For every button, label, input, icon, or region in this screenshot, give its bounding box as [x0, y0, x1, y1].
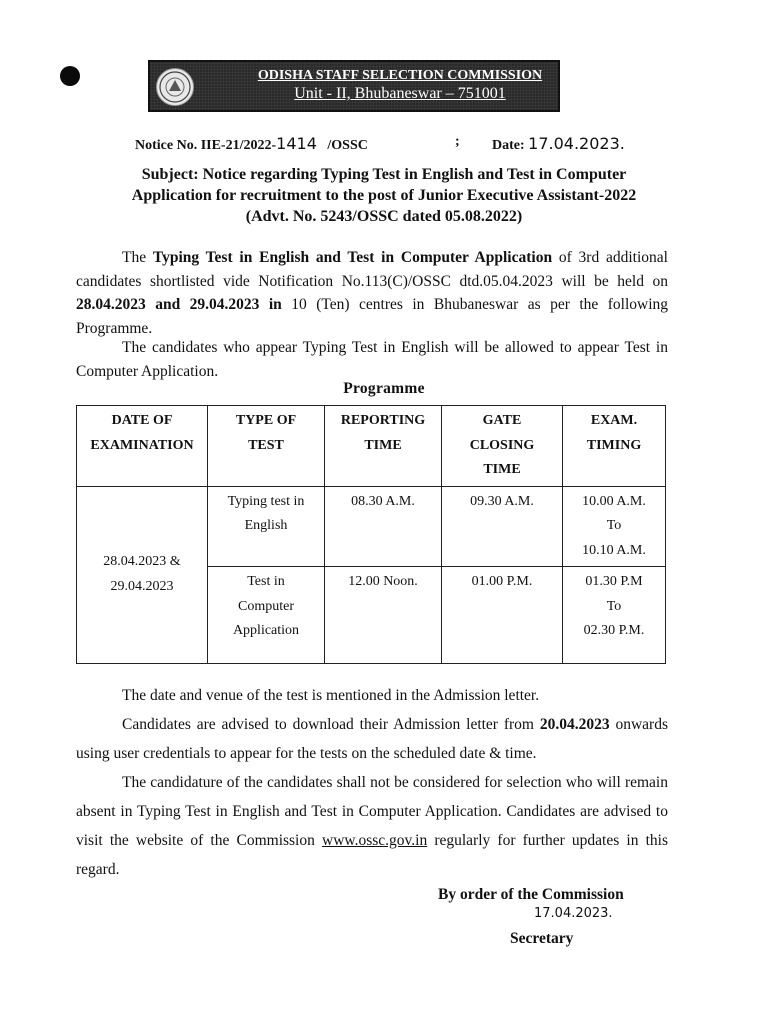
gate-closing-time: 09.30 A.M.	[442, 486, 563, 567]
exam-timing: 10.00 A.M. To 10.10 A.M.	[563, 486, 666, 567]
header-date: DATE OF EXAMINATION	[77, 406, 208, 487]
header-gate: GATE CLOSING TIME	[442, 406, 563, 487]
header-reporting: REPORTING TIME	[325, 406, 442, 487]
table-row	[77, 486, 666, 567]
exam-timing: 01.30 P.M To 02.30 P.M.	[563, 567, 666, 664]
test-type: Test in Computer Application	[208, 567, 325, 664]
table-header-row	[77, 406, 666, 487]
paragraph-venue: The date and venue of the test is mentioned in the Admission letter.	[122, 687, 540, 704]
programme-heading: Programme	[343, 380, 425, 397]
header-type: TYPE OF TEST	[208, 406, 325, 487]
notice-separator: ;	[455, 134, 460, 149]
reporting-time: 08.30 A.M.	[325, 486, 442, 567]
header-exam: EXAM. TIMING	[563, 406, 666, 487]
commission-address: Unit - II, Bhubaneswar – 751001	[294, 85, 506, 102]
notice-date-handwritten: 17.04.2023.	[528, 134, 625, 153]
gate-closing-time: 01.00 P.M.	[442, 567, 563, 664]
notice-date: Date: 17.04.2023.	[492, 134, 625, 153]
order-line: By order of the Commission	[438, 886, 624, 903]
notice-number: Notice No. IIE-21/2022-1414 /OSSC	[135, 134, 368, 153]
programme-table	[76, 405, 666, 664]
notice-subject: Subject: Notice regarding Typing Test in English and Test in Computer Application for recruitment to the post of Junior Executive Assistant-2022 (Advt. No. 5243/OSSC dated 05.08.2022)	[131, 166, 637, 225]
signatory-title: Secretary	[510, 930, 574, 947]
signature-block	[438, 886, 678, 947]
paragraph-admission: Candidates are advised to download their Admission letter from 20.04.2023 onwards using user credentials to appear for the tests on the scheduled date & time.	[76, 716, 668, 762]
signature-date-handwritten: 17.04.2023.	[534, 906, 613, 921]
paragraph-candidature: The candidature of the candidates shall not be considered for selection who will remain absent in Typing Test in English and Test in Computer Application. Candidates are advised to visit the website of the Commission www.ossc.gov.in regularly for further updates in this regard.	[76, 774, 668, 878]
reporting-time: 12.00 Noon.	[325, 567, 442, 664]
commission-name: ODISHA STAFF SELECTION COMMISSION	[257, 68, 543, 83]
exam-dates: 28.04.2023 & 29.04.2023	[77, 486, 208, 664]
letterhead	[148, 60, 560, 112]
odisha-emblem-icon	[156, 68, 194, 106]
punch-hole	[60, 66, 80, 86]
paragraph-eligibility: The candidates who appear Typing Test in English will be allowed to appear Test in Computer Application.	[76, 339, 668, 380]
paragraph-schedule: The Typing Test in English and Test in Computer Application of 3rd additional candidates shortlisted vide Notification No.113(C)/OSSC dtd.05.04.2023 will be held on 28.04.2023 and 29.04.2023 in 10 (Ten) centres in Bhubaneswar as per the following Programme.	[76, 249, 668, 337]
website-link[interactable]: www.ossc.gov.in	[322, 832, 428, 849]
test-type: Typing test in English	[208, 486, 325, 567]
notice-number-handwritten: 1414	[276, 134, 317, 153]
